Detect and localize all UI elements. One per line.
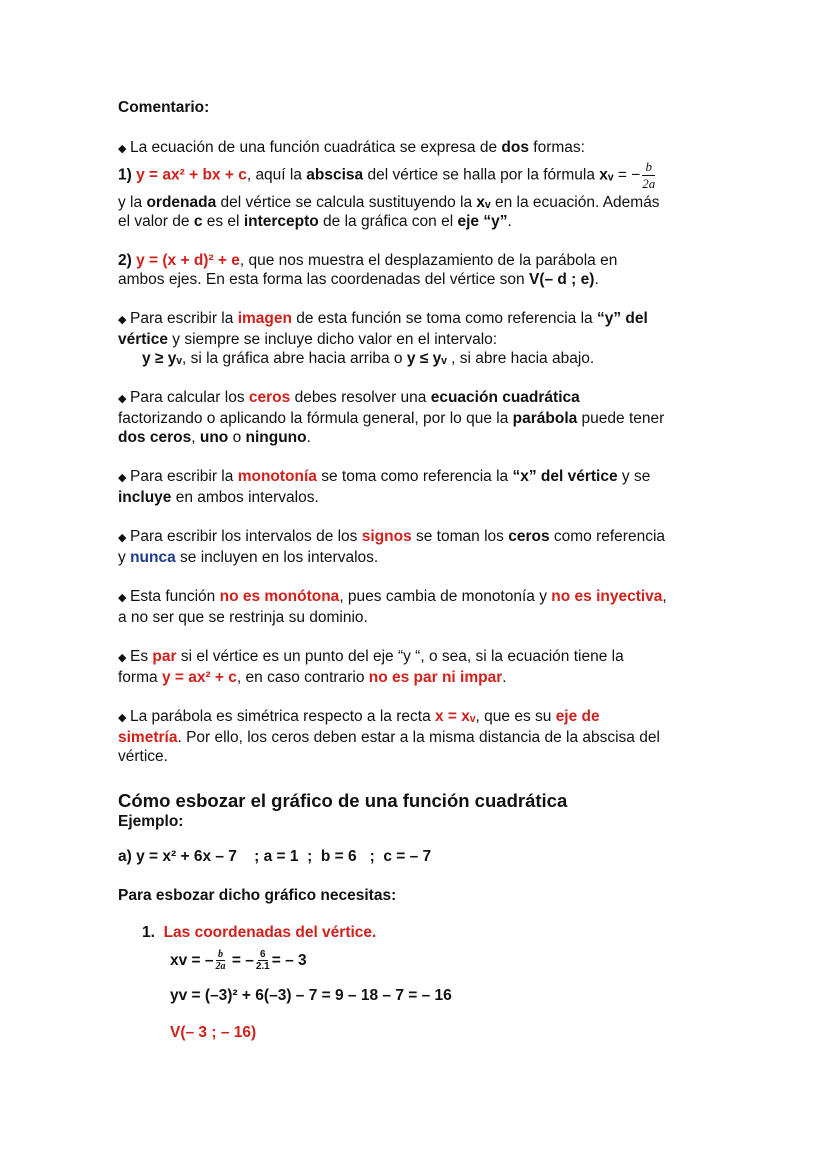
xv-fraction-b-2a: $\frac{b}{2a}$ [215, 949, 226, 973]
bullet-signos-line2: y nunca se incluyen en los intervalos. [118, 549, 379, 566]
bullet-monotonia-line2: incluye en ambos intervalos. [118, 489, 319, 506]
form-1-intercept: el valor de c es el intercepto de la gráfica con el eje “y”. [118, 213, 512, 230]
bullet-simetria-line3: vértice. [118, 748, 168, 765]
xv-formula: xv = – $\frac{b}{2a}$ = – $\frac{6}{2.1}$ = – 3 [170, 949, 307, 973]
section-title: Cómo esbozar el gráfico de una función cuadrática [118, 790, 568, 811]
example-label: Ejemplo: [118, 813, 184, 830]
vertex-result: V(– 3 ; – 16) [170, 1024, 257, 1041]
bullet-par: ◆ Es par si el vértice es un punto del eje “y “, o sea, si la ecuación tiene la [118, 647, 718, 668]
bullet-no-monotona-line2: a no ser que se restrinja su dominio. [118, 609, 368, 626]
diamond-bullet-icon: ◆ [118, 393, 127, 405]
bullet-simetria-line2: simetría. Por ello, los ceros deben estar a la misma distancia de la abscisa del [118, 729, 660, 746]
bullet-ceros-line3: dos ceros, uno o ninguno. [118, 429, 311, 446]
diamond-bullet-icon: ◆ [118, 592, 127, 604]
form-1-ordenada: y la ordenada del vértice se calcula sustituyendo la xᵥ en la ecuación. Además [118, 194, 660, 211]
example-equation: a) y = x² + 6x – 7 ; a = 1 ; b = 6 ; c = – 7 [118, 848, 432, 865]
form-2-line: 2) y = (x + d)² + e, que nos muestra el desplazamiento de la parábola en [118, 252, 618, 269]
form-2-vertex: ambos ejes. En esta forma las coordenadas del vértice son V(– d ; e). [118, 271, 599, 288]
diamond-bullet-icon: ◆ [118, 652, 127, 664]
diamond-bullet-icon: ◆ [118, 314, 127, 326]
need-label: Para esbozar dicho gráfico necesitas: [118, 887, 397, 904]
bullet-simetria: ◆ La parábola es simétrica respecto a la recta x = xᵥ, que es su eje de [118, 707, 718, 728]
form-1-line: 1) y = ax² + bx + c, aquí la abscisa del vértice se halla por la fórmula xᵥ = − $\frac{b}{2a}$ [118, 159, 656, 191]
bullet-signos: ◆ Para escribir los intervalos de los signos se toman los ceros como referencia [118, 527, 718, 548]
yv-formula: yv = (–3)² + 6(–3) – 7 = 9 – 18 – 7 = – 16 [170, 987, 452, 1004]
bullet-no-monotona: ◆ Esta función no es monótona, pues cambia de monotonía y no es inyectiva, [118, 587, 718, 608]
bullet-par-line2: forma y = ax² + c, en caso contrario no es par ni impar. [118, 669, 507, 686]
comment-heading: Comentario: [118, 99, 210, 116]
diamond-bullet-icon: ◆ [118, 143, 127, 155]
bullet-ceros-line2: factorizando o aplicando la fórmula general, por lo que la parábola puede tener [118, 410, 665, 427]
document-page [118, 98, 718, 1042]
diamond-bullet-icon: ◆ [118, 532, 127, 544]
vertex-x-fraction: $\frac{b}{2a}$ [642, 159, 656, 191]
bullet-monotonia: ◆ Para escribir la monotonía se toma como referencia la “x” del vértice y se [118, 467, 718, 488]
diamond-bullet-icon: ◆ [118, 472, 127, 484]
diamond-bullet-icon: ◆ [118, 712, 127, 724]
bullet-imagen: ◆ Para escribir la imagen de esta función se toma como referencia la “y” del [118, 309, 718, 330]
step-1: 1. Las coordenadas del vértice. [142, 924, 377, 941]
xv-fraction-6-2: $\frac{6}{2.1}$ [255, 949, 270, 973]
bullet-ceros: ◆ Para calcular los ceros debes resolver una ecuación cuadrática [118, 388, 718, 409]
bullet-imagen-line2: vértice y siempre se incluye dicho valor en el intervalo: [118, 331, 498, 348]
bullet-forms: ◆ La ecuación de una función cuadrática se expresa de dos formas: [118, 138, 718, 159]
bullet-imagen-line3: y ≥ yᵥ, si la gráfica abre hacia arriba o y ≤ yᵥ , si abre hacia abajo. [142, 350, 595, 367]
